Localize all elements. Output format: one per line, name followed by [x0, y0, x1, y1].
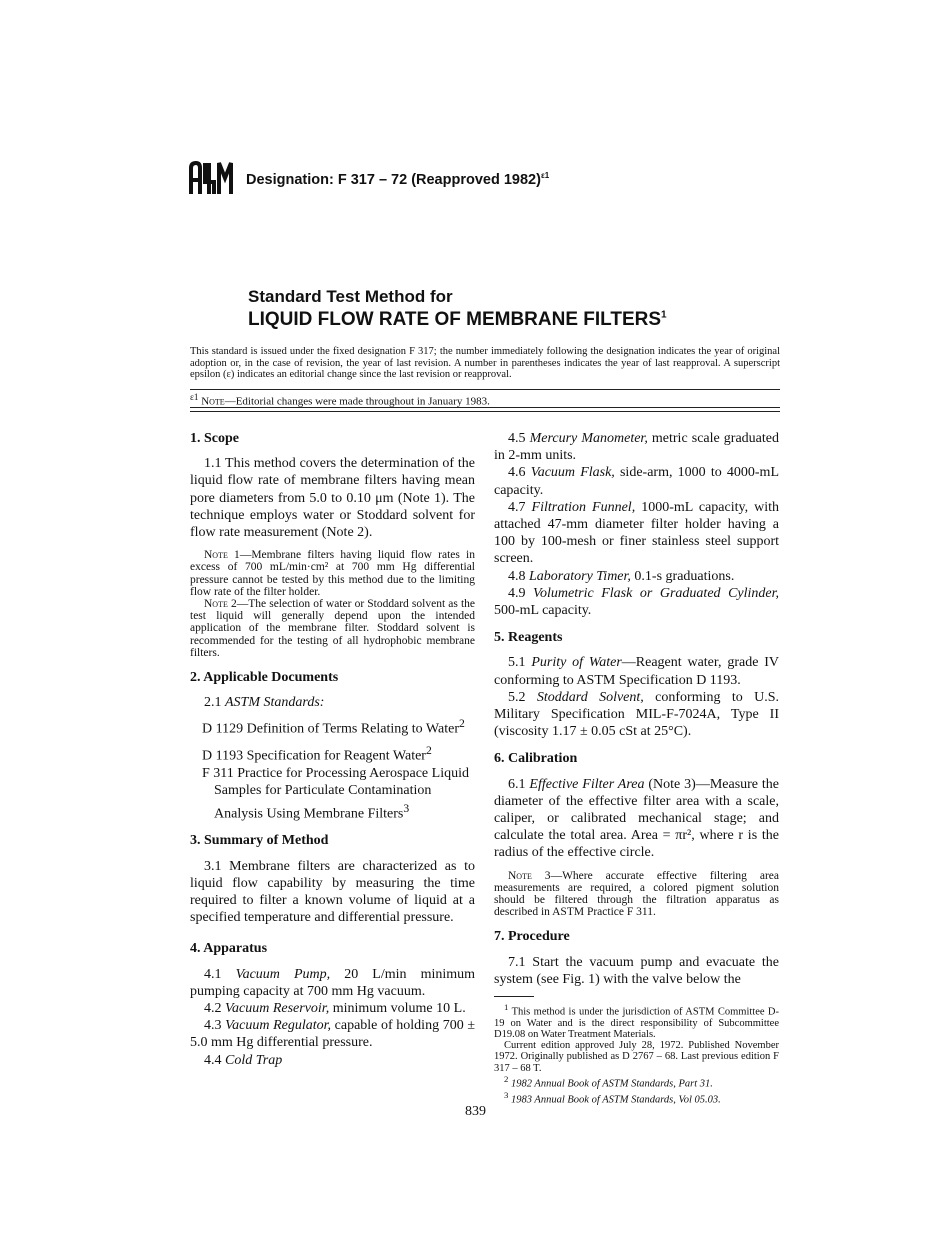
paragraph: 4.1 Vacuum Pump, 20 L/min minimum pumping capacity at 700 mm Hg vacuum. [190, 966, 476, 999]
designation: Designation: F 317 – 72 (Reapproved 1982)$^{\varepsilon 1}$ [246, 171, 550, 188]
paragraph: 4.3 Vacuum Regulator, capable of holding 700 ± 5.0 mm Hg differential pressure. [190, 1018, 476, 1051]
divider [190, 407, 780, 408]
section-heading: 2. Applicable Documents [190, 670, 339, 686]
divider [190, 389, 780, 390]
note: Note 1—Membrane filters having liquid flow rates in excess of 700 mL/min·cm² at 700 mm Hg differential pressure cannot be tested by this method due to the limiting flow rate of the filter holder. [190, 549, 475, 598]
footnote: $^3$ 1983 Annual Book of ASTM Standards, Vol 05.03. [504, 1089, 721, 1106]
section-heading: 6. Calibration [494, 751, 578, 767]
astm-logo [187, 160, 235, 196]
paragraph: 4.8 Laboratory Timer, 0.1-s graduations. [508, 568, 735, 584]
footnote: Current edition approved July 28, 1972. Published November 1972. Originally published as D 2767 – 68. Last previous edition F 317 – 68 T. [494, 1040, 779, 1074]
paragraph: 1.1 This method covers the determination of the liquid flow rate of membrane filters having mean pore diameters from 5.0 to 0.10 μm (Note 1). The technique employs water or Stoddard solvent for flow rate measurement (Note 2). [190, 456, 475, 541]
paragraph: 4.7 Filtration Funnel, 1000-mL capacity, with attached 47-mm diameter filter holder having a 100 by 100-mesh or finer stainless steel support screen. [494, 499, 780, 567]
section-heading: 5. Reagents [494, 630, 563, 646]
note: Note 2—The selection of water or Stoddard solvent as the test liquid will generally depend upon the intended application of the membrane filter. Stoddard solvent is recommended for the testing of all hydrophobic membrane filters. [190, 598, 476, 659]
paragraph: 3.1 Membrane filters are characterized as to liquid flow capability by measuring the time required to filter a known volume of liquid at a specified temperature and differential pressure. [190, 858, 475, 926]
paragraph: 7.1 Start the vacuum pump and evacuate the system (see Fig. 1) with the valve below the [494, 954, 779, 987]
title-line-1: Standard Test Method for [248, 287, 453, 306]
page-number: 839 [465, 1104, 486, 1119]
footnote-divider [494, 996, 534, 997]
paragraph: 4.9 Volumetric Flask or Graduated Cylinder, 500-mL capacity. [494, 585, 780, 619]
divider [190, 411, 780, 412]
note: Note 3—Where accurate effective filtering area measurements are required, a colored pigment solution should be filtered through the filtration apparatus as described in ASTM Practice F 311. [494, 869, 779, 919]
reference-item: D 1129 Definition of Terms Relating to Water$^2$ [202, 717, 465, 738]
footnote: $^1$ This method is under the jurisdiction of ASTM Committee D-19 on Water and is the direct responsibility of Subcommittee D19.08 on Water Treatment Materials. [494, 1002, 780, 1040]
section-heading: 4. Apparatus [190, 941, 268, 957]
paragraph: 2.1 ASTM Standards: [204, 695, 325, 711]
paragraph: 4.5 Mercury Manometer, metric scale graduated in 2-mm units. [494, 431, 779, 464]
section-heading: 1. Scope [190, 431, 239, 446]
left-column [190, 430, 475, 1069]
reference-item: F 311 Practice for Processing Aerospace Liquid Samples for Particulate Contamination Analysis Using Membrane Filters$^3$ [202, 766, 469, 822]
right-column [494, 430, 779, 1105]
section-heading: 3. Summary of Method [190, 833, 329, 849]
reference-item: D 1193 Specification for Reagent Water$^2$ [202, 744, 432, 764]
paragraph: 4.2 Vacuum Reservoir, minimum volume 10 L. [204, 1001, 466, 1017]
paragraph: 6.1 Effective Filter Area (Note 3)—Measure the diameter of the effective filter area with a scale, caliper, or calibrated mechanical stage; and calculate the total area. Area = πr², where r is the radius of the effective circle. [494, 776, 780, 861]
page-title: LIQUID FLOW RATE OF MEMBRANE FILTERS$^1$ [248, 309, 667, 330]
editorial-note: $^{\varepsilon 1}$ Note—Editorial changes were made throughout in January 1983. [190, 392, 490, 408]
section-heading: 7. Procedure [494, 929, 570, 945]
paragraph: 5.2 Stoddard Solvent, conforming to U.S. Military Specification MIL-F-7024A, Type II (viscosity 1.17 ± 0.05 cSt at 25°C). [494, 689, 780, 740]
paragraph: 5.1 Purity of Water—Reagent water, grade IV conforming to ASTM Specification D 1193. [494, 655, 780, 688]
paragraph: 4.6 Vacuum Flask, side-arm, 1000 to 4000-mL capacity. [494, 465, 779, 498]
footnote: $^2$ 1982 Annual Book of ASTM Standards, Part 31. [504, 1073, 713, 1090]
standard-notice: This standard is issued under the fixed designation F 317; the number immediately following the designation indicates the year of original adoption or, in the case of revision, the year of last revision. A number in parentheses indicates the year of last reapproval. A superscript epsilon (ε) indicates an editorial change since the last revision or reapproval. [190, 346, 780, 380]
paragraph: 4.4 Cold Trap [204, 1052, 283, 1068]
